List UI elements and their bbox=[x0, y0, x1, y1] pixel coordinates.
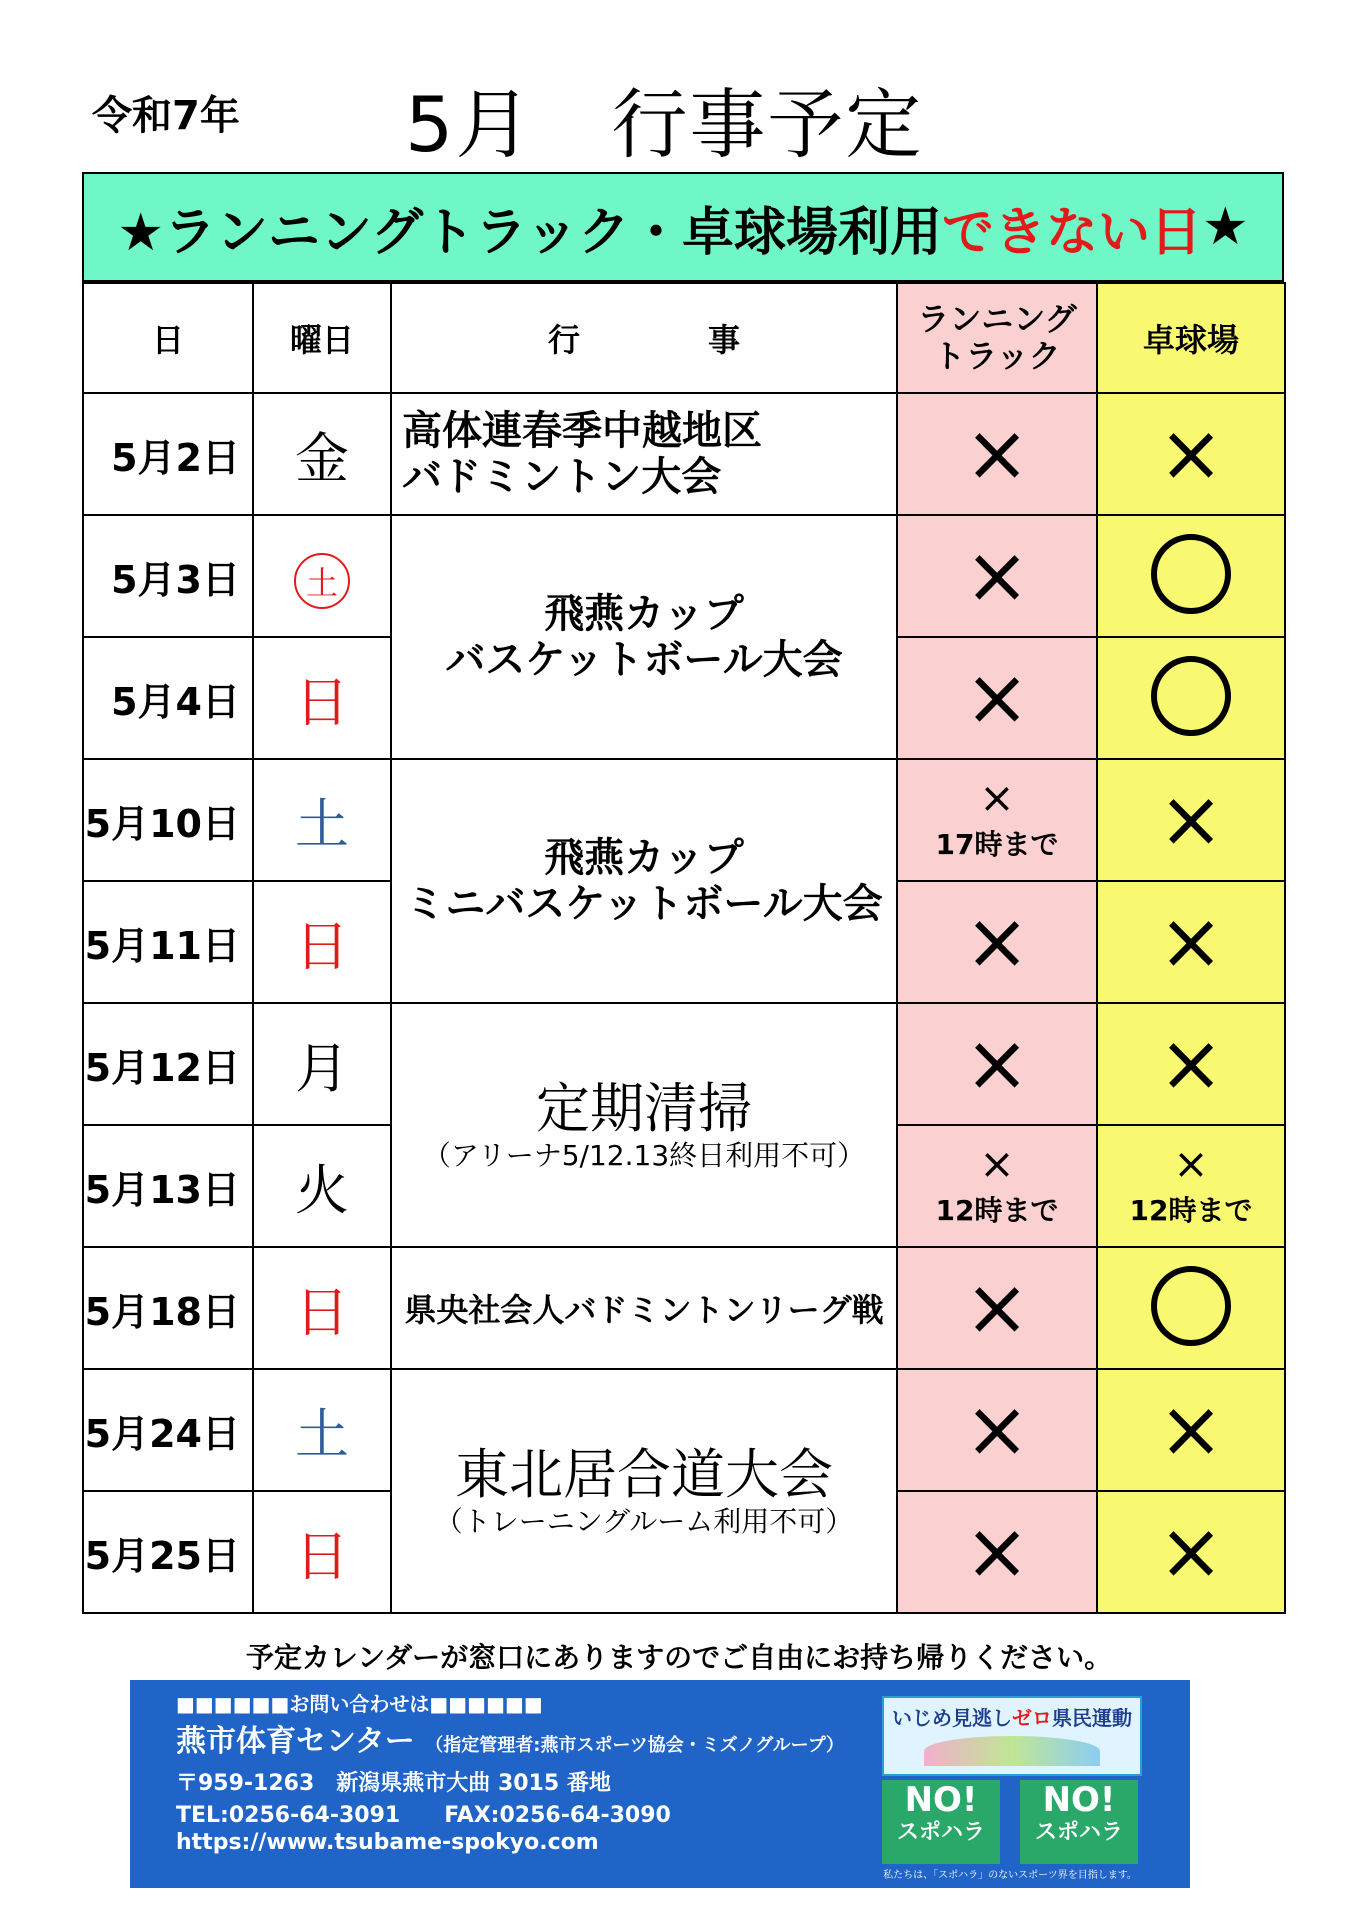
unavailable-mark: × bbox=[1158, 897, 1224, 987]
unavailable-mark: × bbox=[964, 653, 1030, 743]
unavailable-mark: × bbox=[1158, 1385, 1224, 1475]
unavailable-mark: × bbox=[1173, 1139, 1209, 1188]
era-label: 令和7年 bbox=[92, 93, 240, 139]
row-weekday: 土 bbox=[253, 1369, 391, 1491]
org-manager: （指定管理者:燕市スポーツ協会・ミズノグループ） bbox=[425, 1735, 844, 1756]
org-title: 燕市体育センター bbox=[176, 1724, 415, 1759]
event-line: 東北居合道大会 bbox=[455, 1442, 833, 1506]
row-weekday: 日 bbox=[253, 1247, 391, 1369]
header-table-tennis: 卓球場 bbox=[1097, 283, 1285, 393]
track-status bbox=[897, 759, 1097, 881]
track-status bbox=[897, 1369, 1097, 1491]
event-line: バスケットボール大会 bbox=[445, 637, 843, 683]
no-label: NO! bbox=[1042, 1780, 1116, 1820]
time-limit-note: 17時まで bbox=[935, 828, 1059, 861]
tt-status bbox=[1097, 1369, 1285, 1491]
header-date: 日 bbox=[83, 283, 253, 393]
unavailable-mark: × bbox=[1158, 1019, 1224, 1109]
table-row bbox=[83, 1247, 1285, 1369]
header-weekday: 曜日 bbox=[253, 283, 391, 393]
row-weekday: 日 bbox=[253, 881, 391, 1003]
phone-fax: TEL:0256-64-3091 FAX:0256-64-3090 bbox=[176, 1803, 671, 1828]
unavailable-mark: × bbox=[1158, 409, 1224, 499]
table-row bbox=[83, 393, 1285, 515]
track-status bbox=[897, 1491, 1097, 1613]
row-date: 5月10日 bbox=[83, 759, 253, 881]
time-limit-note: 12時まで bbox=[1129, 1194, 1253, 1227]
event-line: 定期清掃 bbox=[536, 1076, 752, 1140]
unavailable-mark: × bbox=[1158, 775, 1224, 865]
event-line: 飛燕カップ bbox=[544, 835, 744, 881]
unavailable-mark: × bbox=[979, 773, 1015, 822]
row-date: 5月13日 bbox=[83, 1125, 253, 1247]
contact-heading: ■■■■■■お問い合わせは■■■■■■ bbox=[176, 1692, 543, 1716]
row-date: 5月4日 bbox=[83, 637, 253, 759]
table-row bbox=[83, 1369, 1285, 1491]
row-date: 5月25日 bbox=[83, 1491, 253, 1613]
tt-status bbox=[1097, 1125, 1285, 1247]
row-date: 5月2日 bbox=[83, 393, 253, 515]
event-cell bbox=[391, 759, 897, 1003]
table-header-row bbox=[83, 283, 1285, 393]
banner-suffix: ★ bbox=[1201, 197, 1249, 257]
track-status bbox=[897, 881, 1097, 1003]
unavailable-mark: × bbox=[964, 1385, 1030, 1475]
row-weekday: 金 bbox=[253, 393, 391, 515]
unavailable-mark: × bbox=[964, 531, 1030, 621]
campaign-title bbox=[884, 1702, 1140, 1731]
calendar-footnote: 予定カレンダーが窓口にありますのでご自由にお持ち帰りください。 bbox=[245, 1641, 1113, 1674]
no-sports-harassment-logo bbox=[882, 1780, 1000, 1864]
website-link[interactable]: https://www.tsubame-spokyo.com bbox=[176, 1830, 599, 1855]
event-note: （アリーナ5/12.13終日利用不可） bbox=[422, 1138, 866, 1172]
no-sports-harassment-logo bbox=[1020, 1780, 1138, 1864]
event-note: （トレーニングルーム利用不可） bbox=[434, 1504, 854, 1538]
time-limit-note: 12時まで bbox=[935, 1194, 1059, 1227]
row-date: 5月3日 bbox=[83, 515, 253, 637]
tt-status bbox=[1097, 515, 1285, 637]
unavailable-mark: × bbox=[964, 1019, 1030, 1109]
available-circle-icon bbox=[1151, 656, 1231, 736]
tt-status bbox=[1097, 637, 1285, 759]
row-weekday: 土 bbox=[253, 759, 391, 881]
row-date: 5月18日 bbox=[83, 1247, 253, 1369]
unavailable-mark: × bbox=[964, 1507, 1030, 1597]
track-status bbox=[897, 637, 1097, 759]
org-name bbox=[176, 1716, 844, 1760]
no-label: NO! bbox=[904, 1780, 978, 1820]
row-weekday: 月 bbox=[253, 1003, 391, 1125]
row-date: 5月11日 bbox=[83, 881, 253, 1003]
notice-banner bbox=[82, 172, 1284, 282]
tt-status bbox=[1097, 393, 1285, 515]
tt-status bbox=[1097, 759, 1285, 881]
event-line: バドミントン大会 bbox=[402, 454, 722, 500]
campaign-text-pre: いじめ見逃し bbox=[892, 1706, 1012, 1730]
rainbow-illustration-icon bbox=[924, 1736, 1100, 1766]
event-cell bbox=[391, 515, 897, 759]
table-row bbox=[83, 759, 1285, 881]
available-circle-icon bbox=[1151, 534, 1231, 614]
tt-status bbox=[1097, 881, 1285, 1003]
available-circle-icon bbox=[1151, 1266, 1231, 1346]
event-cell bbox=[391, 393, 897, 515]
contact-footer bbox=[130, 1680, 1190, 1888]
unavailable-mark: × bbox=[964, 409, 1030, 499]
track-status bbox=[897, 515, 1097, 637]
page-title: 5月 行事予定 bbox=[405, 80, 924, 169]
tt-status bbox=[1097, 1247, 1285, 1369]
unavailable-mark: × bbox=[964, 1263, 1030, 1353]
event-cell bbox=[391, 1369, 897, 1613]
row-weekday bbox=[253, 515, 391, 637]
event-line: 高体連春季中越地区 bbox=[402, 408, 762, 454]
event-cell bbox=[391, 1247, 897, 1369]
schedule-table bbox=[82, 282, 1286, 1614]
tt-status bbox=[1097, 1491, 1285, 1613]
unavailable-mark: × bbox=[964, 897, 1030, 987]
event-line: 飛燕カップ bbox=[544, 591, 744, 637]
row-date: 5月24日 bbox=[83, 1369, 253, 1491]
banner-prefix: ★ランニングトラック・卓球場利用 bbox=[117, 202, 942, 263]
row-weekday: 火 bbox=[253, 1125, 391, 1247]
anti-bullying-campaign-badge bbox=[882, 1696, 1142, 1776]
address: 〒959-1263 新潟県燕市大曲 3015 番地 bbox=[176, 1771, 611, 1796]
header-event: 行 事 bbox=[391, 283, 897, 393]
track-status bbox=[897, 393, 1097, 515]
track-status bbox=[897, 1003, 1097, 1125]
campaign-text-zero: ゼロ bbox=[1012, 1706, 1052, 1730]
no-sub-label: スポハラ bbox=[1034, 1820, 1123, 1845]
no-sub-label: スポハラ bbox=[896, 1820, 985, 1845]
row-weekday: 日 bbox=[253, 1491, 391, 1613]
event-line: ミニバスケットボール大会 bbox=[405, 881, 883, 927]
event-cell bbox=[391, 1003, 897, 1247]
unavailable-mark: × bbox=[1158, 1507, 1224, 1597]
track-status bbox=[897, 1247, 1097, 1369]
no-harassment-caption: 私たちは、「スポハラ」のないスポーツ界を目指します。 bbox=[883, 1870, 1137, 1881]
row-weekday: 日 bbox=[253, 637, 391, 759]
tt-status bbox=[1097, 1003, 1285, 1125]
row-date: 5月12日 bbox=[83, 1003, 253, 1125]
holiday-saturday-icon: 土 bbox=[294, 553, 350, 609]
track-status bbox=[897, 1125, 1097, 1247]
event-line: 県央社会人バドミントンリーグ戦 bbox=[404, 1291, 884, 1329]
table-row bbox=[83, 1003, 1285, 1125]
campaign-text-post: 県民運動 bbox=[1052, 1706, 1132, 1730]
table-row bbox=[83, 515, 1285, 637]
unavailable-mark: × bbox=[979, 1139, 1015, 1188]
header-track: ランニング トラック bbox=[897, 283, 1097, 393]
banner-red-text: できない日 bbox=[941, 202, 1202, 263]
